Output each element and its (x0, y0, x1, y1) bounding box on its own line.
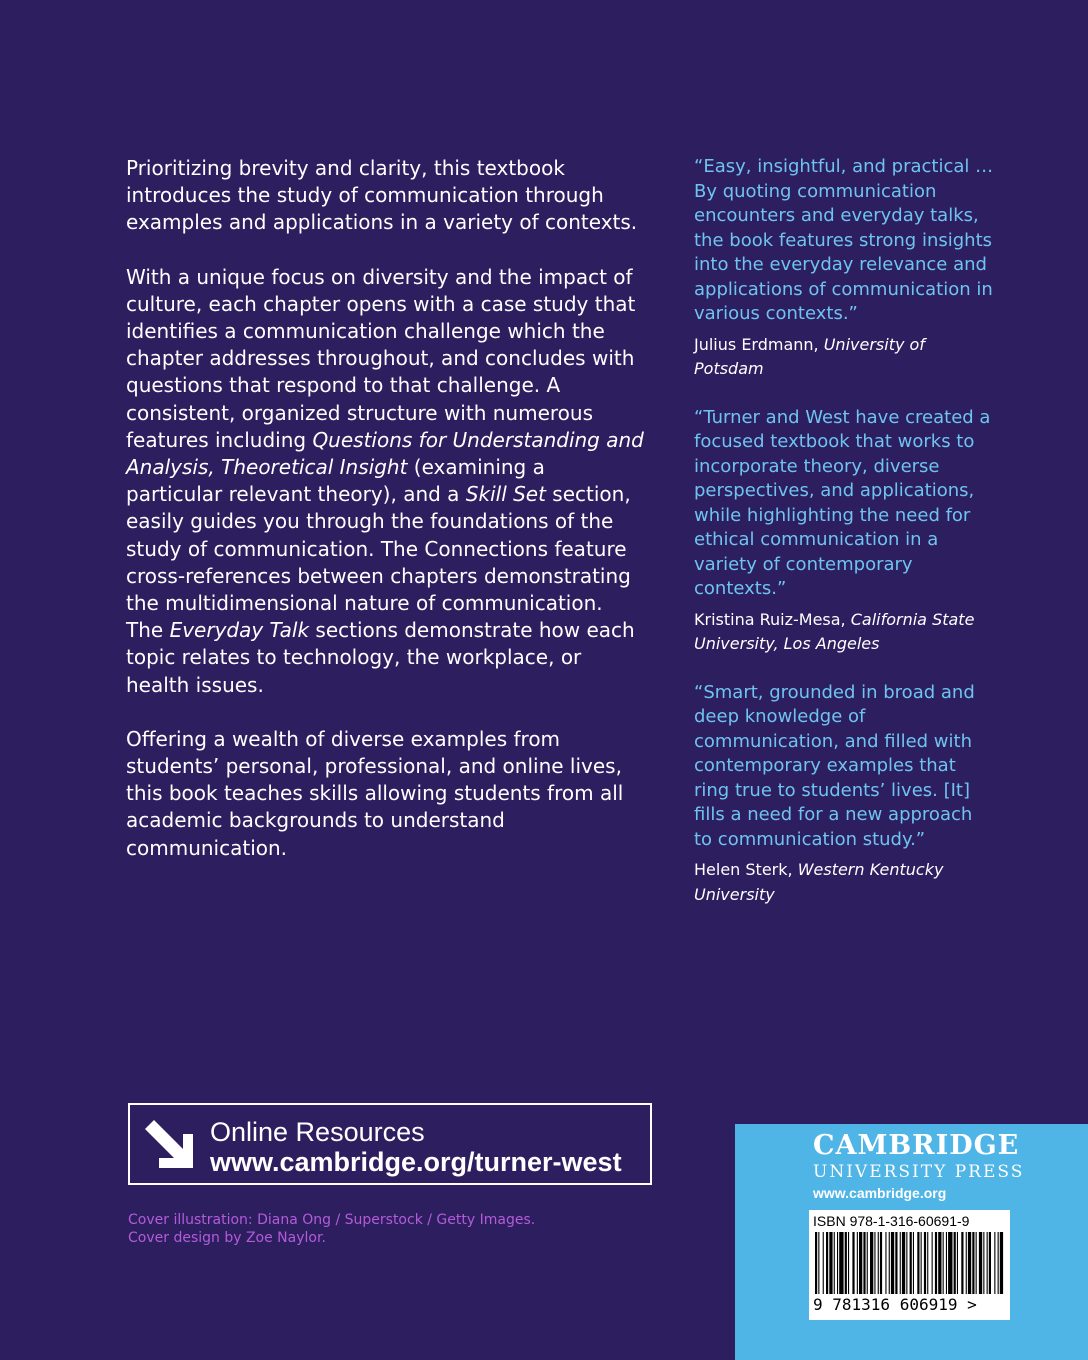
barcode-bar (989, 1232, 991, 1294)
barcode-bar (863, 1232, 865, 1294)
endorsement-quote: “Easy, insightful, and practical … By quoting communication encounters and everyday talks, the book features strong insights into the everyday relevance and applications of communication in various contexts.” (694, 156, 994, 324)
barcode-bar (906, 1232, 907, 1294)
online-resources-box (128, 1103, 652, 1185)
barcode-bar (859, 1232, 862, 1294)
publisher-press: UNIVERSITY PRESS (813, 1162, 1025, 1182)
barcode-bar (834, 1232, 835, 1294)
barcode-bar (972, 1232, 974, 1294)
barcode-bars (815, 1232, 1005, 1294)
back-cover-blurb (126, 155, 646, 889)
barcode-bar (857, 1232, 858, 1294)
barcode-bar (818, 1232, 819, 1294)
barcode-bar (932, 1232, 933, 1294)
publisher-name: CAMBRIDGE (813, 1130, 1020, 1161)
barcode-bar (921, 1232, 922, 1294)
endorser-name: Kristina Ruiz-Mesa, (694, 609, 851, 629)
blurb-paragraph-3: Offering a wealth of diverse examples from students’ personal, professional, and online lives, this book teaches skills allowing students from all academic backgrounds to understand communication. (126, 726, 624, 860)
endorsement-quote: “Turner and West have created a focused textbook that works to incorporate theory, diverse perspectives, and applications, while highlighting the need for ethical communication in a variety of contemporary contexts.” (694, 406, 991, 599)
barcode-bar (885, 1232, 886, 1294)
barcode-bar (946, 1232, 947, 1294)
endorser-affiliation: California State University, Los Angeles (694, 609, 975, 653)
endorsement-quote: “Smart, grounded in broad and deep knowledge of communication, and filled with contemporary examples that ring true to students’ lives. [It] fills a need for a new approach to communication study.” (694, 681, 975, 850)
barcode-bar (948, 1232, 952, 1294)
blurb-p2-part-a: With a unique focus on diversity and the impact of culture, each chapter opens with a case study that identifies a communication challenge which the chapter addresses throughout, and concludes with questions that respond to that challenge. A consistent, organized structure with numerous features including (126, 264, 636, 452)
online-resources-url[interactable]: www.cambridge.org/turner-west (210, 1147, 622, 1177)
barcode-bar (938, 1232, 941, 1294)
barcode-bar (935, 1232, 937, 1294)
blurb-paragraph-1: Prioritizing brevity and clarity, this textbook introduces the study of communication through examples and applications in a variety of contexts. (126, 156, 638, 235)
barcode-bar (966, 1232, 967, 1294)
blurb-p2-part-b: (examining a particular relevant theory), and a (126, 455, 545, 507)
barcode-bar (895, 1232, 897, 1294)
blurb-p2-italic-1: Questions for Understanding and Analysis, Theoretical Insight (126, 427, 644, 480)
endorsement (694, 681, 994, 908)
endorsement-attribution (694, 858, 994, 907)
barcode-bar (823, 1232, 824, 1294)
barcode-bar (961, 1232, 963, 1294)
barcode-bar (998, 1232, 999, 1294)
barcode-bar (913, 1232, 914, 1294)
blurb-p2-part-d: sections demonstrate how each topic relates to technology, the workplace, or health issues. (126, 618, 635, 697)
cover-illustration-credit: Cover illustration: Diana Ong / Superstock / Getty Images. (128, 1212, 536, 1228)
publisher-panel (735, 1124, 1088, 1360)
endorsement-attribution (694, 333, 994, 382)
barcode-bar (1000, 1232, 1003, 1294)
blurb-p2-part-c: section, easily guides you through the foundations of the study of communication. The Connections feature cross-references between chapters demonstrating the multidimensional nature of communication. The (126, 482, 631, 643)
barcode (809, 1210, 1010, 1320)
cover-design-credit: Cover design by Zoe Naylor. (128, 1230, 326, 1246)
barcode-bar (891, 1232, 894, 1294)
barcode-bar (839, 1232, 843, 1294)
barcode-bar (815, 1232, 817, 1294)
barcode-digits: 9 781316 606919 > (813, 1295, 977, 1314)
barcode-bar (943, 1232, 944, 1294)
barcode-bar (910, 1232, 912, 1294)
barcode-bar (987, 1232, 988, 1294)
barcode-bar (878, 1232, 879, 1294)
barcode-bar (845, 1232, 847, 1294)
barcode-bar (870, 1232, 873, 1294)
barcode-bar (902, 1232, 905, 1294)
barcode-bar (874, 1232, 875, 1294)
blurb-p2-italic-3: Everyday Talk (169, 618, 310, 643)
online-resources-title: Online Resources (210, 1117, 425, 1147)
barcode-bar (924, 1232, 926, 1294)
barcode-bar (889, 1232, 890, 1294)
barcode-bar (826, 1232, 828, 1294)
endorsement (694, 406, 994, 657)
barcode-bar (994, 1232, 995, 1294)
barcode-bar (927, 1232, 928, 1294)
barcode-bar (979, 1232, 982, 1294)
barcode-bar (957, 1232, 958, 1294)
barcode-bar (917, 1232, 919, 1294)
publisher-url[interactable]: www.cambridge.org (813, 1185, 947, 1201)
barcode-bar (829, 1232, 832, 1294)
barcode-bar (976, 1232, 977, 1294)
barcode-bar (900, 1232, 901, 1294)
barcode-bar (983, 1232, 984, 1294)
barcode-bar (968, 1232, 971, 1294)
barcode-bar (837, 1232, 838, 1294)
barcode-bar (852, 1232, 854, 1294)
barcode-bar (867, 1232, 868, 1294)
arrow-down-right-icon (142, 1117, 198, 1173)
isbn-label: ISBN 978-1-316-60691-9 (813, 1213, 970, 1229)
endorsement-attribution (694, 608, 994, 657)
barcode-bar (880, 1232, 882, 1294)
endorser-name: Helen Sterk, (694, 860, 798, 879)
endorsements (694, 155, 994, 931)
endorser-affiliation: Western Kentucky University (694, 860, 944, 904)
blurb-p2-italic-2: Skill Set (465, 482, 546, 507)
barcode-bar (848, 1232, 849, 1294)
blurb-paragraph-2 (126, 264, 646, 699)
cover-credits (128, 1211, 535, 1247)
endorser-name: Julius Erdmann, (694, 334, 824, 354)
endorser-affiliation: University of Potsdam (694, 334, 925, 378)
barcode-bar (954, 1232, 956, 1294)
endorsement (694, 155, 994, 382)
